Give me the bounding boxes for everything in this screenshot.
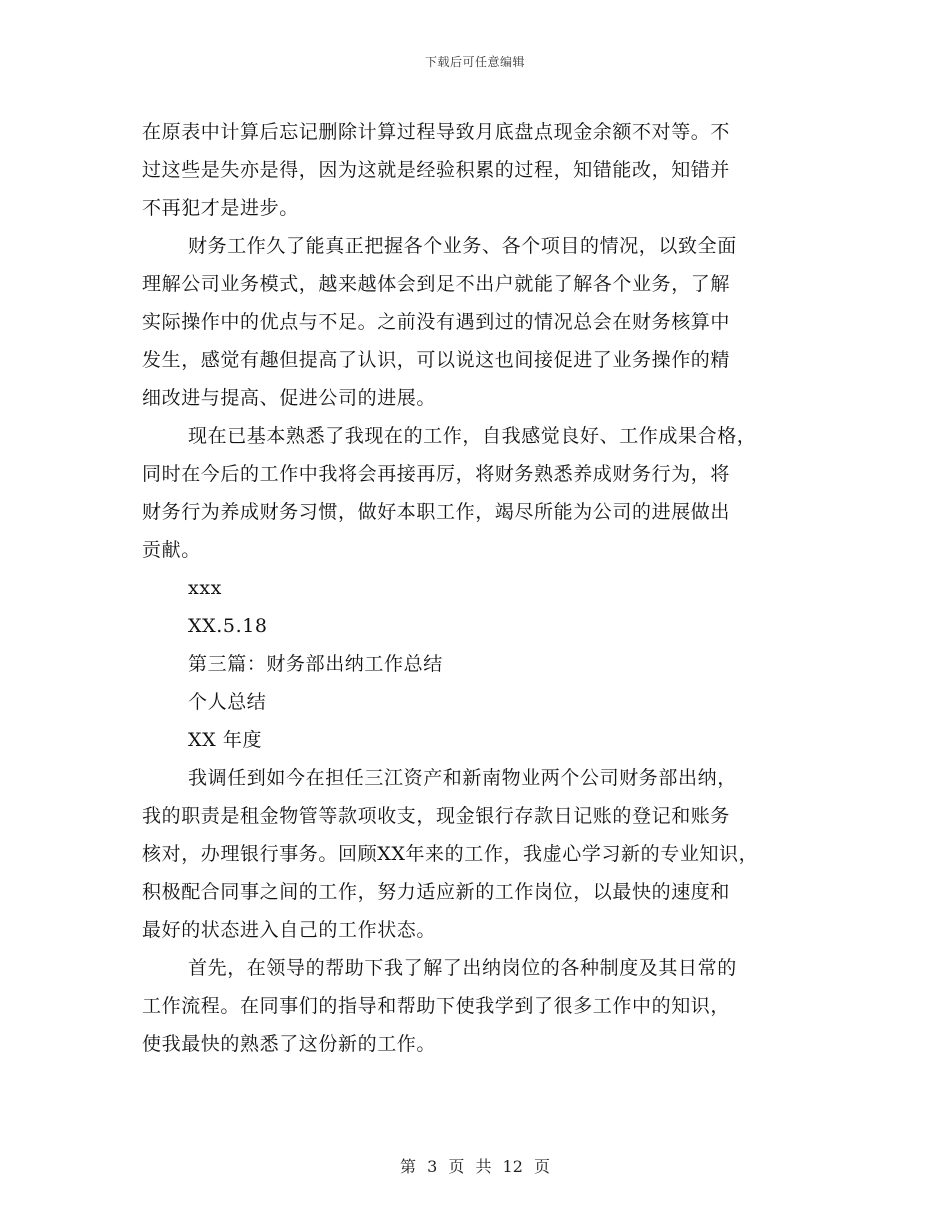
paragraph-start: 现在已基本熟悉了我现在的工作，自我感觉良好、工作成果合格， (188, 425, 757, 447)
subtitle-year: XX 年度 (188, 729, 263, 751)
text-line: 不再犯才是进步。 (142, 197, 299, 219)
text-line: 工作流程。在同事们的指导和帮助下使我学到了很多工作中的知识， (142, 995, 731, 1017)
signature-name: xxx (188, 577, 222, 599)
page-header: 下载后可任意编辑 (424, 55, 525, 69)
document-body (142, 113, 822, 1063)
paragraph-start: 首先，在领导的帮助下我了解了出纳岗位的各种制度及其日常的 (188, 957, 737, 979)
paragraph-start: 我调任到如今在担任三江资产和新南物业两个公司财务部出纳， (188, 767, 737, 789)
text-line: 财务行为养成财务习惯，做好本职工作，竭尽所能为公司的进展做出 (142, 501, 731, 523)
text-line: 理解公司业务模式，越来越体会到足不出户就能了解各个业务，了解 (142, 273, 731, 295)
text-line: 核对，办理银行事务。回顾XX年来的工作，我虚心学习新的专业知识， (142, 843, 759, 865)
signature-date: XX.5.18 (188, 615, 268, 637)
page-footer: 第 3 页 共 12 页 (400, 1157, 550, 1176)
paragraph-start: 财务工作久了能真正把握各个业务、各个项目的情况，以致全面 (188, 235, 737, 257)
text-line: 我的职责是租金物管等款项收支，现金银行存款日记账的登记和账务 (142, 805, 731, 827)
text-line: 实际操作中的优点与不足。之前没有遇到过的情况总会在财务核算中 (142, 311, 731, 333)
section-heading: 第三篇：财务部出纳工作总结 (188, 653, 443, 675)
text-line: 最好的状态进入自己的工作状态。 (142, 919, 437, 941)
text-line: 同时在今后的工作中我将会再接再厉，将财务熟悉养成财务行为，将 (142, 463, 731, 485)
text-line: 使我最快的熟悉了这份新的工作。 (142, 1033, 437, 1055)
text-line: 过这些是失亦是得，因为这就是经验积累的过程，知错能改，知错并 (142, 159, 731, 181)
subtitle: 个人总结 (188, 691, 267, 713)
text-line: 发生，感觉有趣但提高了认识，可以说这也间接促进了业务操作的精 (142, 349, 731, 371)
text-line: 贡献。 (142, 539, 201, 561)
text-line: 积极配合同事之间的工作，努力适应新的工作岗位，以最快的速度和 (142, 881, 731, 903)
text-line: 在原表中计算后忘记删除计算过程导致月底盘点现金余额不对等。不 (142, 121, 731, 143)
text-line: 细改进与提高、促进公司的进展。 (142, 387, 437, 409)
